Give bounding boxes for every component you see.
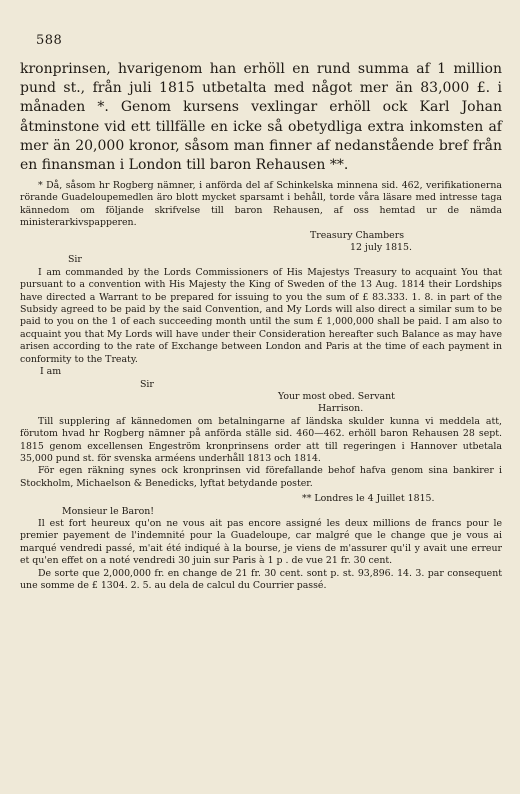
letter2-body: Il est fort heureux qu'on ne vous ait pas encore assigné les deux millions de francs pour le premier payement de l'indemnité pour la Guadeloupe, car malgré que le change que je vous ai marqué vendredi passé, m'ait été indiqué à la bourse, je viens de m'assurer qu'il y avait une erreur et qu'en effet on a noté vendredi 30 juin sur Paris à 1 p . de vue 21 fr. 30 cent. (20, 517, 502, 567)
letter-closing-3: Your most obed. Servant (278, 390, 395, 402)
letter-closing-1: I am (40, 366, 62, 378)
letter2-dateline: ** Londres le 4 Juillet 1815. (302, 493, 435, 505)
footnote-supplement-2: För egen räkning synes ock kronprinsen vid förefallande behof hafva genom sina bankirer i Stockholm, Michaelson & Benedicks, lyftat betydande poster. (20, 465, 502, 489)
letter2-body-2: De sorte que 2,000,000 fr. en change de 21 fr. 30 cent. sont p. st. 93,896. 14. 3. par consequent une somme de £ 1304. 2. 5. au dela de calcul du Courrier passé. (20, 567, 502, 591)
letter-address-line1: Treasury Chambers (310, 229, 405, 241)
main-text (20, 60, 502, 175)
letter2-salutation: Monsieur le Baron! (62, 505, 155, 517)
page-number: 588 (36, 33, 63, 48)
main-paragraph: kronprinsen, hvarigenom han erhöll en rund summa af 1 million pund st., från juli 1815 utbetalta med något mer än 83,000 £. i månaden *. Genom kursens vexlingar erhöll ock Karl Johan åtminstone vid ett tillfälle en icke så obetydliga extra inkomsten af mer än 20,000 kronor, såsom man finner af nedanstående bref från en finansman i London till baron Rehausen **. (20, 61, 502, 174)
footnote-divider (24, 178, 498, 179)
footnote-1: * Då, såsom hr Rogberg nämner, i anförda del af Schinkelska minnena sid. 462, verifikationerna rörande Guadeloupemedlen äro blott mycket sparsamt i behåll, torde våra läsare med intresse taga kännedom om följande skrifvelse till baron Rehausen, af oss hemtad ur de nämda ministerarkivspapperen. (20, 180, 502, 229)
letter-closing-2: Sir (140, 378, 154, 390)
letter-body: I am commanded by the Lords Commissioners of His Majestys Treasury to acquaint You that pursuant to a convention with His Majesty the King of Sweden of the 13 Aug. 1814 their Lordships have directed a Warrant to be prepared for issuing to you the sum of £ 83.333. 1. 8. in part of the Subsidy agreed to be paid by the said Convention, and My Lords will also direct a similar sum to be paid to you on the 1 of each succeeding month until the sum £ 1,000,000 shall be paid. I am also to acquaint you that My Lords will have under their Consideration hereafter such Balance as may have arisen according to the rate of Exchange between London and Paris at the time of each payment in conformity to the Treaty. (20, 266, 502, 365)
footnote-supplement: Till supplering af kännedomen om betalningarne af ländska skulder kunna vi meddela att, förutom hvad hr Rogberg nämner på anförda ställe sid. 460—462. erhöll baron Rehausen 28 sept. 1815 genom excellensen Engeström kronprinsens order att till regeringen i Hannover utbetala 35,000 pund st. för svenska arméens underhåll 1813 och 1814. (20, 415, 502, 464)
letter-address-line2: 12 july 1815. (350, 242, 412, 254)
letter-signature: Harrison. (318, 403, 364, 415)
letter-salutation: Sir (68, 254, 82, 266)
footnotes (20, 180, 502, 592)
